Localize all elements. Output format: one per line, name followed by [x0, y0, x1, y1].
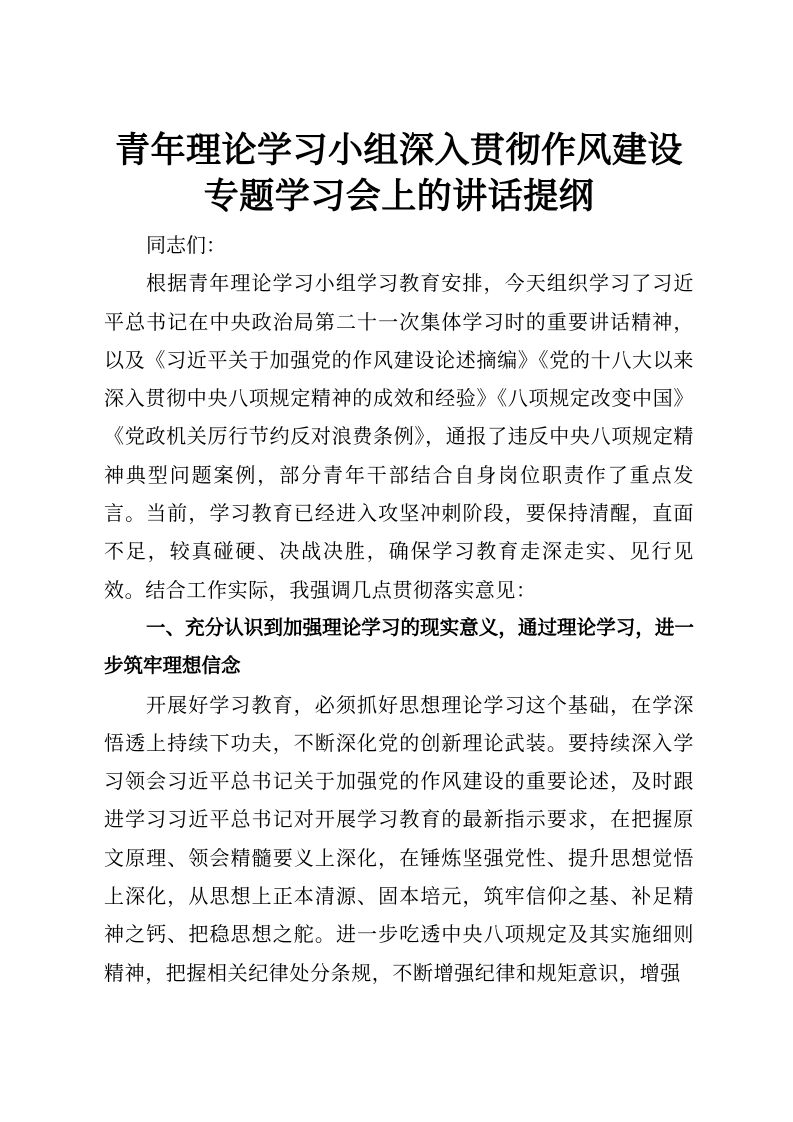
- title-line-2: 专题学习会上的讲话提纲: [203, 177, 595, 217]
- intro-paragraph: 根据青年理论学习小组学习教育安排，今天组织学习了习近平总书记在中央政治局第二十一次集体学习时的重要讲话精神，以及《习近平关于加强党的作风建设论述摘编》《党的十八大以来深入贯彻中央八项规定精神的成效和经验》《八项规定改变中国》《党政机关厉行节约反对浪费条例》，通报了违反中央八项规定精神典型问题案例，部分青年干部结合自身岗位职责作了重点发言。当前，学习教育已经进入攻坚冲刺阶段，要保持清醒，直面不足，较真碰硬、决战决胜，确保学习教育走深走实、见行见效。结合工作实际，我强调几点贯彻落实意见：: [104, 271, 694, 602]
- section-heading: 一、充分认识到加强理论学习的现实意义，通过理论学习，进一步筑牢理想信念: [104, 615, 694, 678]
- document-page: [104, 128, 694, 992]
- document-title: [104, 128, 694, 220]
- title-line-1: 青年理论学习小组深入贯彻作风建设: [114, 131, 683, 171]
- section-paragraph: 开展好学习教育，必须抓好思想理论学习这个基础，在学深悟透上持续下功夫，不断深化党的创新理论武装。要持续深入学习领会习近平总书记关于加强党的作风建设的重要论述，及时跟进学习习近平总书记对开展学习教育的最新指示要求，在把握原文原理、领会精髓要义上深化，在锤炼坚强党性、提升思想觉悟上深化，从思想上正本清源、固本培元，筑牢信仰之基、补足精神之钙、把稳思想之舵。进一步吃透中央八项规定及其实施细则精神，把握相关纪律处分条规，不断增强纪律和规矩意识，增强: [104, 692, 694, 985]
- salutation: 同志们：: [146, 233, 226, 257]
